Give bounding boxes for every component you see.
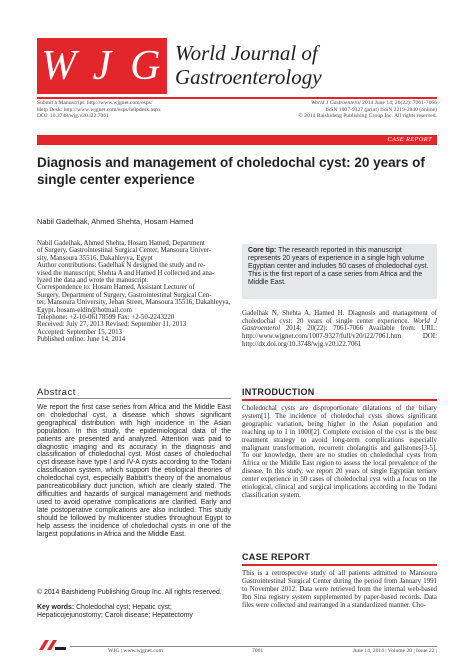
affiliation-line: sity, Mansoura 35516, Dakahleyya, Egypt — [37, 254, 153, 262]
citation-lead: Gadelhak N, Shehta A, Hamed H. Diagnosis and management of choledochal cyst: 20 years of single center experience. — [242, 310, 437, 325]
introduction-divider — [242, 399, 437, 401]
core-tip-box — [242, 244, 437, 299]
author-contributions-line: Author contributions: Gadelhak N designed the study and re- — [37, 262, 206, 270]
author-contributions-line: vised the manuscript; Shehta A and Hamed H collected and ana- — [37, 269, 215, 277]
issue-text: 2014 June 14; 20(22): 7061-7066 — [360, 100, 437, 106]
case-report-heading: CASE REPORT — [242, 552, 311, 562]
core-tip-text: The research reported in this manuscript represents 20 years of experience in a single high volume Egyptian center and includes 50 cases of choledochal cyst. This is the first report of a case series from Africa and the Middle East. — [248, 247, 429, 286]
submit-url[interactable]: Submit a Manuscript: http://www.wjgnet.com/esps/ — [37, 100, 153, 106]
journal-issue-line — [299, 100, 438, 107]
abstract-divider — [37, 398, 231, 399]
footer-issue-info: June 14, 2014 | Volume 20 | Issue 22 | — [352, 648, 437, 654]
accepted-date: Accepted: September 15, 2013 — [37, 328, 122, 336]
journal-logo — [37, 38, 167, 94]
core-tip-label: Core tip: — [248, 247, 277, 254]
doi-text: DOI: 10.3748/wjg.v20.i22.7061 — [37, 113, 109, 120]
publisher-logo-icon — [37, 638, 67, 652]
article-title: Diagnosis and management of choledochal cyst: 20 years of single center experience — [37, 155, 425, 187]
keywords-text: Choledochal cyst; Hepatic cyst; Hepaticojejunostomy; Caroli disease; Hepatectomy — [37, 604, 193, 620]
journal-abbrev: World J Gastroenterol — [310, 100, 361, 106]
footer-journal-url[interactable]: WJG | www.wjgnet.com — [108, 648, 163, 654]
journal-name-line1: World Journal of — [175, 41, 318, 65]
citation-rest[interactable]: 2014; 20(22): 7061-7066 Available from: URL: http://www.wjgnet.com/1007-9327/full/v20/i22/7061.htm DOI: http://dx.doi.org/10.3748/wjg.v20.i22.7061 — [242, 325, 437, 348]
copyright-header: © 2014 Baishideng Publishing Group Inc. All rights reserved. — [298, 113, 437, 120]
abstract-text: We report the first case series from Africa and the Middle East on choledochal cyst, a disease which shows significant geographical distribution with high incidence in the Asian population. In this study, the epidemiological data of the patients are presented and analyzed. Attention was paid to diagnostic imaging and its accuracy in the diagnosis and classification of choledochal cyst. Most cases of choledochal cyst disease have type I and IV-A cysts according to the Todani classification system, which support the etiological theories of choledochal cyst, especially Babbitt's theory of the anomalous pancreaticobiliary duct junction, which are clearly stated. The difficulties and hazards of surgical management and methods used to avoid operative complications are clarified. Early and late postoperative complications are also included. This study should be followed by multicenter studies throughout Egypt to help assess the incidence of choledochal cysts in one of the largest populations in Africa and the Middle East. — [37, 404, 231, 538]
logo-letter-w: W — [41, 43, 77, 89]
affiliation-line: Nabil Gadelhak, Ahmed Shehta, Hosam Hamed, Department — [37, 240, 205, 247]
citation-journal: World J Gastroenterol — [242, 317, 437, 333]
header-divider — [37, 97, 437, 99]
affiliation-line: of Surgery, Gastrointestinal Surgical Center, Mansoura Univer- — [37, 247, 212, 255]
keywords-label: Key words: — [37, 604, 75, 611]
author-list: Nabil Gadelhak, Ahmed Shehta, Hosam Hamed — [37, 217, 194, 226]
correspondence-line: Correspondence to: Hosam Hamed, Assistant Lecturer of — [37, 284, 195, 292]
case-report-divider — [242, 564, 437, 566]
affiliation-block — [37, 240, 231, 344]
journal-name-line2: Gastroenterology — [175, 65, 322, 89]
helpdesk-url[interactable]: Help Desk: http://www.wjgnet.com/esps/helpdesk.aspx — [37, 106, 161, 113]
case-report-text: This is a retrospective study of all patients admitted to Mansoura Gastrointestinal Surgical Center during the period from January 1991 to November 2012. Data were retrieved from the internal web-based Ibn Sina registry system supplemented by paper-based records. Data files were collected and rearranged in a standardized manner. Cho- — [242, 570, 437, 609]
abstract-heading: Abstract — [37, 387, 76, 398]
correspondence-line: Surgery, Department of Surgery, Gastrointestinal Surgical Cen- — [37, 291, 212, 299]
correspondence-email[interactable]: Egypt. hosam-eldin@hotmail.com — [37, 306, 132, 314]
abstract-copyright: © 2014 Baishideng Publishing Group Inc. All rights reserved. — [37, 589, 222, 596]
telephone-line: Telephone: +2-10-06178599 Fax: +2-50-2243220 — [37, 314, 175, 322]
published-date: Published online: June 14, 2014 — [37, 336, 126, 344]
issn-text: ISSN 1007-9327 (print) ISSN 2219-2840 (online) — [325, 106, 437, 113]
correspondence-line: ter, Mansoura University, Jehan Street, Mansoura 35516, Dakahleyya, — [37, 299, 231, 307]
logo-letter-j: J — [92, 43, 112, 89]
citation-block — [242, 310, 437, 349]
journal-name — [175, 41, 322, 89]
article-type-bar — [37, 135, 437, 145]
journal-meta — [299, 100, 438, 120]
article-type-label: CASE REPORT — [387, 136, 432, 143]
introduction-text: Choledochal cysts are disproportionate dilatations of the biliary system[1]. The incidence of choledochal cysts shows significant geographic variation, being higher in the Asian population and reaching up to 1 in 1000[2]. Complete excision of the cyst is the best treatment strategy to avoid long-term complications especially malignant transformation, recurrent cholangitis and gallstones[3-5]. To our knowledge, there are no studies on choledochal cysts from Africa or the Middle East region to assess the local prevalence of the disease. In this study, we report 20 years of single Egyptian tertiary center experience in 50 cases of choledochal cyst with a focus on the etiological, clinical and surgical implications according to the Todani classification system. — [242, 405, 437, 499]
footer-divider — [70, 646, 437, 647]
keywords — [37, 604, 231, 620]
submission-info — [37, 100, 161, 120]
received-date: Received: July 27, 2013 Revised: September 11, 2013 — [37, 321, 187, 329]
introduction-heading: INTRODUCTION — [242, 387, 315, 397]
author-contributions-line: lyzed the data and wrote the manuscript. — [37, 277, 149, 285]
logo-letter-g: G — [130, 43, 161, 89]
page-number: 7061 — [252, 648, 264, 654]
